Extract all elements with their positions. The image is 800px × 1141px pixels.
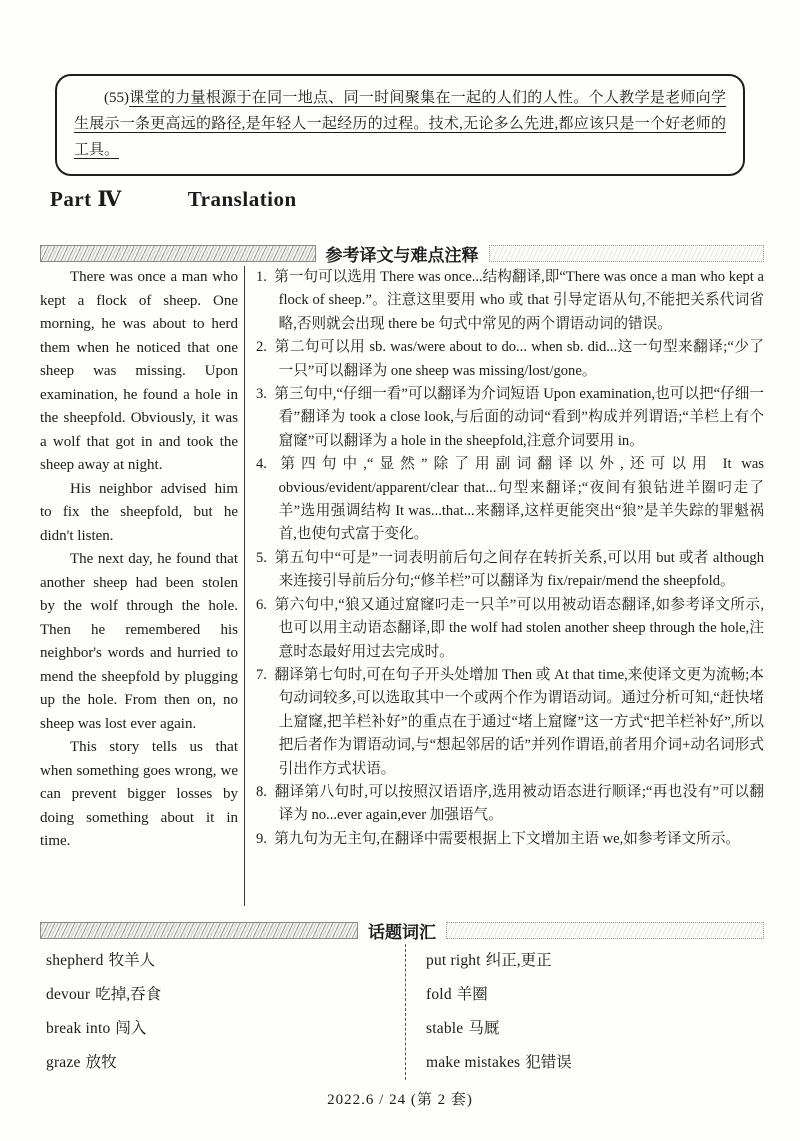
note-text: 第九句为无主句,在翻译中需要根据上下文增加主语 we,如参考译文所示。 [274, 830, 741, 847]
note-text: 第五句中“可是”一词表明前后句之间存在转折关系,可以用 but 或者 although 来连接引导前后分句;“修羊栏”可以翻译为 fix/repair/mend the sheepfold。 [274, 549, 764, 590]
vocab-term: fold [426, 986, 452, 1003]
quoted-passage-text [74, 85, 726, 163]
reference-section-body [40, 266, 764, 906]
note-item [256, 828, 764, 851]
vocab-banner-title: 话题词汇 [368, 923, 436, 942]
vocab-gloss: 犯错误 [525, 1054, 572, 1071]
banner-right-bar [489, 245, 765, 262]
vocab-item [46, 944, 405, 978]
vocab-section-banner [40, 918, 764, 943]
note-number: 8. [256, 783, 267, 800]
vocab-gloss: 牧羊人 [108, 952, 156, 969]
banner-left-bar [40, 245, 316, 262]
note-item [256, 594, 764, 664]
notes-column [245, 266, 764, 906]
vocab-item [426, 944, 764, 978]
vocab-item [426, 1012, 764, 1046]
reference-section-banner [40, 241, 764, 266]
reference-banner-title: 参考译文与难点注释 [325, 246, 479, 265]
vocab-gloss: 闯入 [115, 1020, 147, 1037]
banner-right-bar [446, 922, 764, 939]
note-item [256, 266, 764, 336]
vocab-term: stable [426, 1020, 464, 1037]
note-item [256, 664, 764, 781]
notes-list [256, 266, 764, 851]
banner-left-bar [40, 922, 358, 939]
vocab-item [426, 978, 764, 1012]
vocab-item [426, 1046, 764, 1080]
note-item [256, 547, 764, 594]
quote-underlined-text: 课堂的力量根源于在同一地点、同一时间聚集在一起的人们的人性。个人教学是老师向学生展示一条更高远的路径,是年轻人一起经历的过程。技术,无论多么先进,都应该只是一个好老师的工具。 [74, 90, 726, 158]
vocab-column-left [46, 944, 405, 1080]
translation-paragraph: This story tells us that when something goes wrong, we can prevent bigger losses by doing something about it in time. [40, 739, 238, 849]
vocab-item [46, 1012, 405, 1046]
note-item [256, 383, 764, 453]
vocab-term: graze [46, 1054, 81, 1071]
note-text: 第四句中,“显然”除了用副词翻译以外,还可以用 It was obvious/evident/apparent/clear that...句型来翻译;“夜间有狼钻进羊圈叼走了羊”选用强调结构 It was...that...来翻译,这样更能突出“狼”是羊失踪的罪魁祸首,也使句式富于变化。 [274, 456, 764, 543]
note-item [256, 781, 764, 828]
note-text: 第六句中,“狼又通过窟窿叼走一只羊”可以用被动语态翻译,如参考译文所示,也可以用主动语态翻译,即 the wolf had stolen another sheep through the hole,注意时态最好用过去完成时。 [274, 596, 764, 660]
note-number: 9. [256, 830, 267, 847]
vocab-gloss: 放牧 [85, 1054, 117, 1071]
vocab-item [46, 1046, 405, 1080]
vocab-term: put right [426, 952, 481, 969]
vocab-term: break into [46, 1020, 111, 1037]
note-number: 3. [256, 386, 267, 403]
translation-paragraph: There was once a man who kept a flock of sheep. One morning, he was about to herd them when he noticed that one sheep was missing. Upon examination, he found a hole in the sheepfold. Obviously, it was a wolf that got in and took the sheep away at night. [40, 269, 238, 473]
note-number: 5. [256, 549, 267, 566]
note-text: 第一句可以选用 There was once...结构翻译,即“There was once a man who kept a flock of sheep.”。注意这里要用 who 或 that 引导定语从句,不能把关系代词省略,否则就会出现 there be 句式中常见的两个谓语动词的错误。 [274, 269, 764, 332]
vocab-item [46, 978, 405, 1012]
note-number: 7. [256, 666, 267, 683]
vocab-gloss: 纠正,更正 [485, 952, 552, 969]
note-number: 1. [256, 269, 267, 285]
translation-column [40, 266, 244, 906]
note-text: 翻译第八句时,可以按照汉语语序,选用被动语态进行顺译;“再也没有”可以翻译为 no...ever again,ever 加强语气。 [274, 783, 764, 824]
note-number: 2. [256, 339, 267, 356]
vocab-term: devour [46, 986, 91, 1003]
translation-paragraph: The next day, he found that another sheep had been stolen by the wolf through the hole. Then he remembered his neighbor's words and hurried to mend the sheepfold by plugging up the hole. From then on, no sheep was lost ever again. [40, 551, 238, 732]
vocab-term: shepherd [46, 952, 104, 969]
note-text: 第三句中,“仔细一看”可以翻译为介词短语 Upon examination,也可以把“仔细一看”翻译为 took a close look,与后面的动词“看到”构成并列谓语;“羊栏上有个窟窿”可以翻译为 a hole in the sheepfold,注意介词要用 in。 [274, 386, 764, 449]
translation-paragraph: His neighbor advised him to fix the sheepfold, but he didn't listen. [40, 480, 238, 544]
part-number: Part Ⅳ [50, 187, 122, 211]
note-number: 6. [256, 596, 267, 613]
vocab-term: make mistakes [426, 1054, 521, 1071]
vocab-gloss: 羊圈 [456, 986, 488, 1003]
note-text: 第二句可以用 sb. was/were about to do... when sb. did...这一句型来翻译;“少了一只”可以翻译为 one sheep was missing/lost/gone。 [274, 339, 764, 379]
note-number: 4. [256, 456, 267, 473]
note-text: 翻译第七句时,可在句子开头处增加 Then 或 At that time,来使译文更为流畅;本句动词较多,可以选取其中一个或两个作为谓语动词。通过分析可知,“赶快堵上窟窿,把羊栏补好”的重点在于通过“堵上窟窿”这一方式“把羊栏补好”,所以把后者作为谓语动词,与“想起邻居的话”并列作谓语,前者用介词+动名词形式引出作方式状语。 [274, 666, 764, 777]
note-item [256, 336, 764, 383]
page-footer: 2022.6 / 24 (第 2 套) [327, 1092, 473, 1108]
part-title: Translation [187, 187, 297, 211]
vocab-column-right [405, 944, 764, 1080]
vocab-gloss: 马厩 [468, 1020, 500, 1037]
vocab-gloss: 吃掉,吞食 [95, 986, 162, 1003]
vocab-section-body [46, 944, 764, 1080]
quote-number-label: (55) [104, 90, 129, 106]
part-heading [50, 186, 297, 212]
note-item [256, 453, 764, 547]
quoted-passage-box [55, 74, 745, 176]
